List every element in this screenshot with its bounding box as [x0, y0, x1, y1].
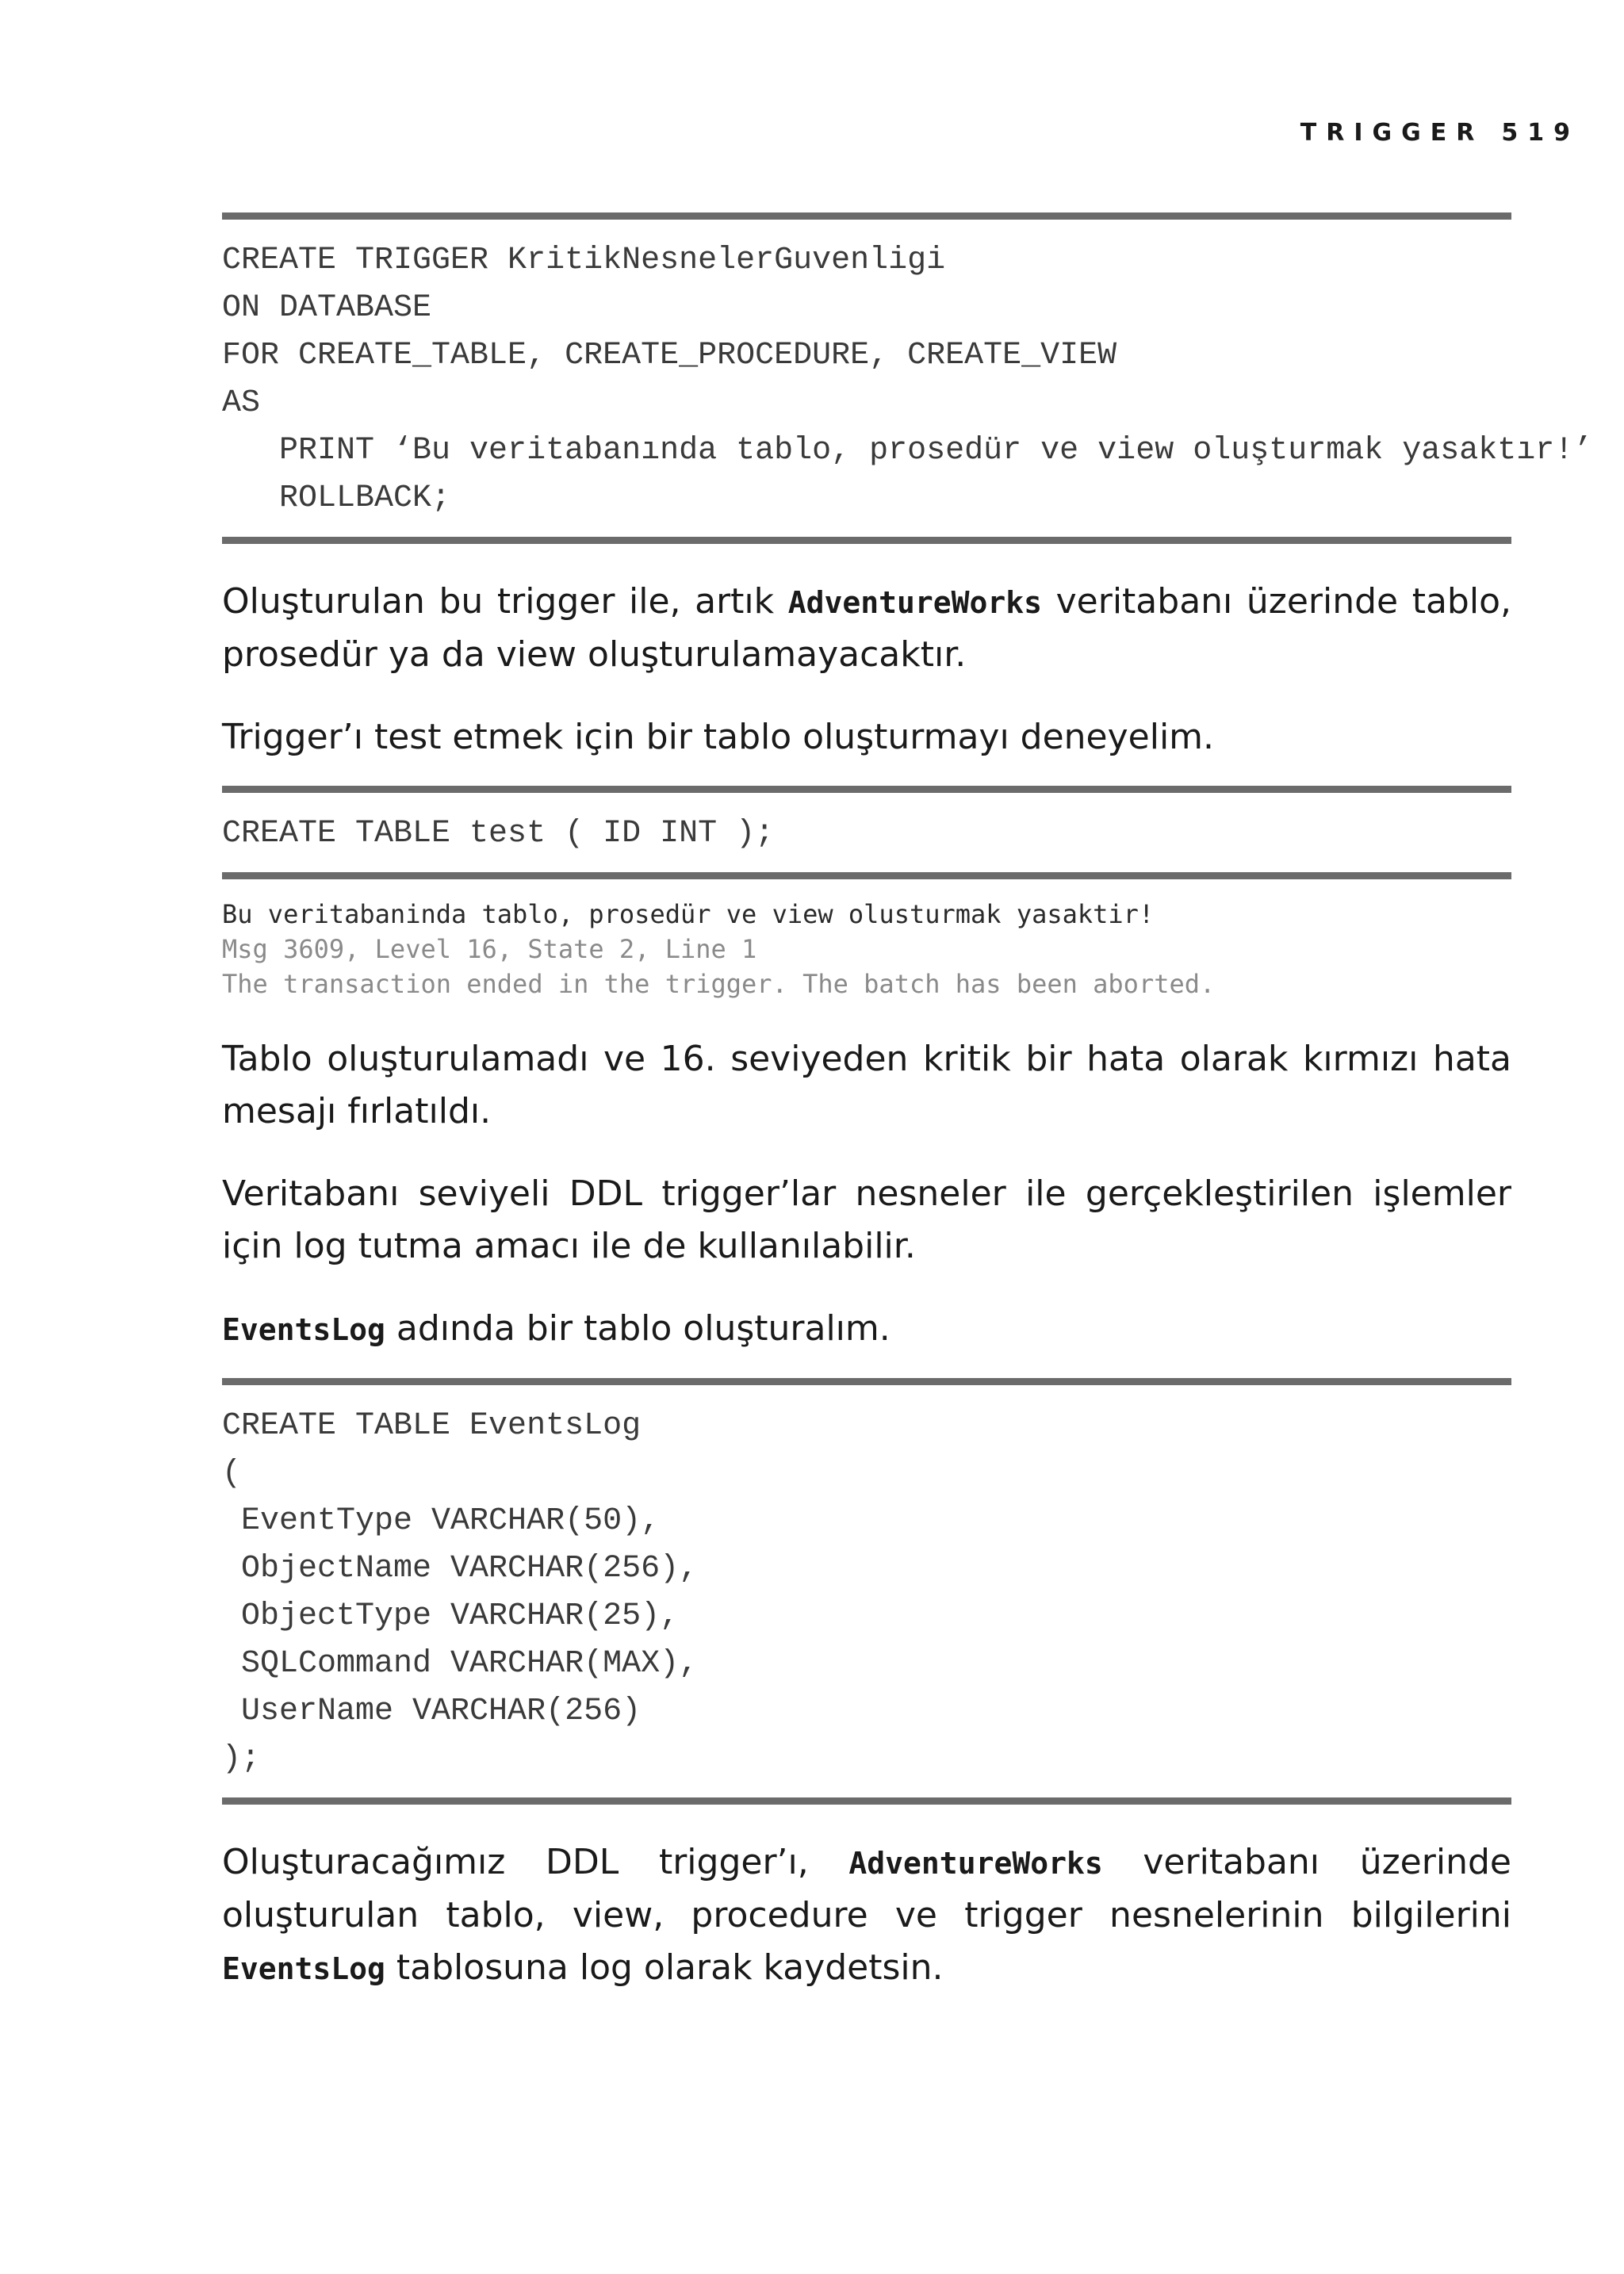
section-title: TRIGGER — [1300, 119, 1484, 147]
code-line: SQLCommand VARCHAR(MAX), — [222, 1646, 699, 1682]
code-rule-bottom — [222, 1797, 1511, 1805]
code-line: ObjectName VARCHAR(256), — [222, 1551, 699, 1587]
code-line: ); — [222, 1741, 261, 1777]
inline-code: EventsLog — [222, 1312, 385, 1347]
paragraph-3: Tablo oluşturulamadı ve 16. seviyeden kritik bir hata olarak kırmızı hata mesajı fırlatıldı. — [222, 1039, 1511, 1131]
code-line: ON DATABASE — [222, 290, 432, 326]
code-line: FOR CREATE_TABLE, CREATE_PROCEDURE, CREATE_VIEW — [222, 338, 1117, 373]
page-number: 519 — [1501, 119, 1580, 147]
paragraph-2: Trigger’ı test etmek için bir tablo oluşturmayı deneyelim. — [222, 717, 1215, 757]
running-head — [1300, 119, 1580, 147]
code-rule-top — [222, 212, 1511, 220]
paragraph-6: Oluşturacağımız DDL trigger’ı, AdventureWorks veritabanı üzerinde oluşturulan tablo, view, procedure ve trigger nesnelerinin bilgilerini EventsLog tablosuna log olarak kaydetsin. — [222, 1842, 1511, 1988]
code-rule-top — [222, 786, 1511, 793]
code-line: CREATE TABLE EventsLog — [222, 1408, 642, 1444]
page-content — [222, 212, 1593, 1995]
output-error-text: The transaction ended in the trigger. The batch has been aborted. — [222, 969, 1216, 999]
code-line: ObjectType VARCHAR(25), — [222, 1598, 680, 1634]
code-line: EventType VARCHAR(50), — [222, 1503, 661, 1539]
paragraph-4: Veritabanı seviyeli DDL trigger’lar nesneler ile gerçekleştirilen işlemler için log tutma amacı ile de kullanılabilir. — [222, 1173, 1511, 1266]
code-line: ( — [222, 1456, 242, 1491]
output-error-code: Msg 3609, Level 16, State 2, Line 1 — [222, 934, 757, 964]
paragraph-1: Oluşturulan bu trigger ile, artık AdventureWorks veritabanı üzerinde tablo, prosedür ya da view oluşturulamayacaktır. — [222, 581, 1511, 675]
code-rule-bottom — [222, 872, 1511, 879]
code-block-eventslog — [222, 1385, 1511, 1797]
code-line: CREATE TABLE test ( ID INT ); — [222, 816, 775, 852]
code-line: ROLLBACK; — [222, 480, 451, 516]
code-block-trigger — [222, 220, 1593, 537]
code-block-create-test — [222, 793, 1511, 872]
inline-code: EventsLog — [222, 1951, 385, 1986]
code-line: CREATE TRIGGER KritikNesnelerGuvenligi — [222, 243, 946, 278]
code-rule-top — [222, 1378, 1511, 1385]
output-message: Bu veritabaninda tablo, prosedür ve view olusturmak yasaktir! — [222, 899, 1155, 929]
paragraph-5: EventsLog adında bir tablo oluşturalım. — [222, 1308, 891, 1349]
code-line: UserName VARCHAR(256) — [222, 1694, 642, 1729]
inline-code: AdventureWorks — [787, 585, 1043, 620]
query-output — [222, 879, 1511, 1001]
inline-code: AdventureWorks — [848, 1846, 1103, 1881]
code-line: PRINT ‘Bu veritabanında tablo, prosedür ve view oluşturmak yasaktır!’ — [222, 433, 1593, 469]
code-line: AS — [222, 385, 261, 421]
code-rule-bottom — [222, 537, 1511, 544]
